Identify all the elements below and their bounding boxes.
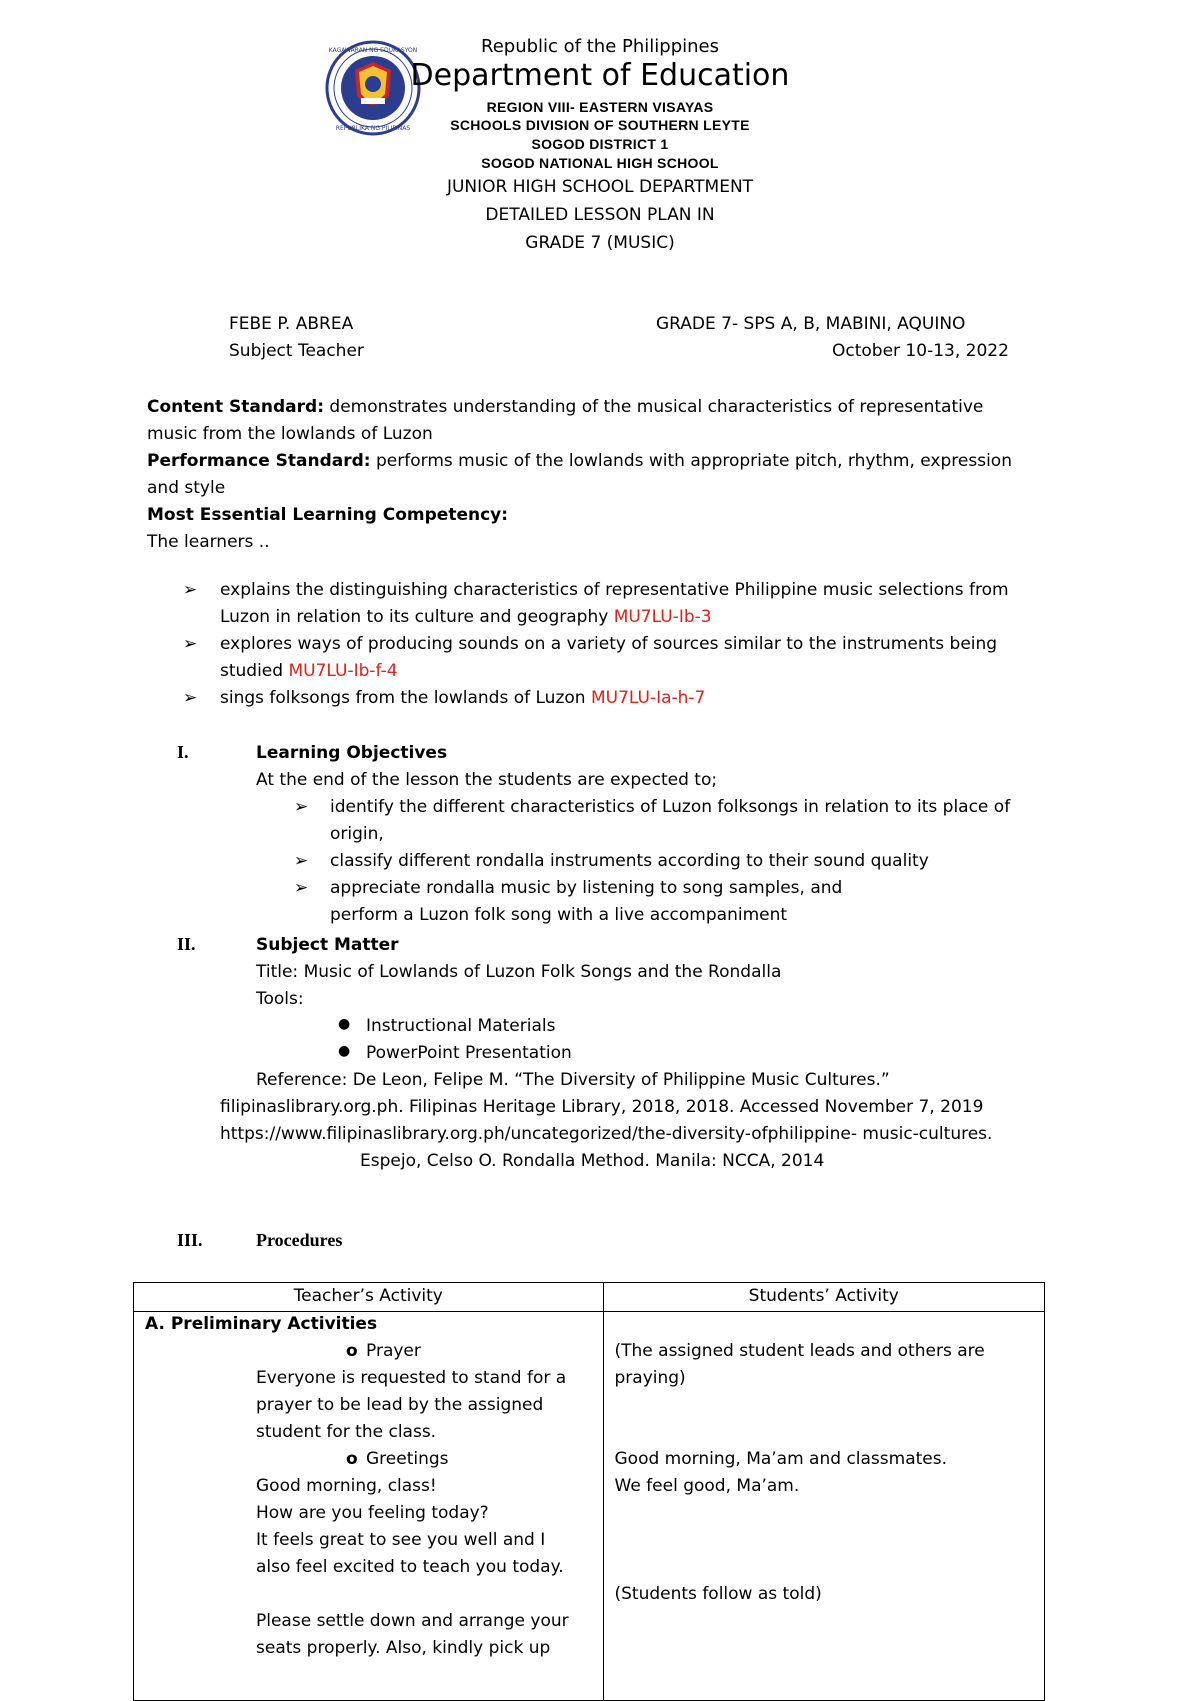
competency-1-line1: explains the distinguishing characteristics of representative Philippine music selections from xyxy=(220,580,1009,600)
greetings-label: Greetings xyxy=(366,1449,449,1469)
performance-standard-cont: and style xyxy=(147,478,226,498)
division-line: SCHOOLS DIVISION OF SOUTHERN LEYTE xyxy=(450,117,750,133)
greetings-students-2: We feel good, Ma’am. xyxy=(614,1476,800,1496)
objective-4: perform a Luzon folk song with a live accompaniment xyxy=(330,905,788,925)
competency-1-line2: Luzon in relation to its culture and geography MU7LU-Ib-3 xyxy=(220,607,712,627)
lesson-date: October 10-13, 2022 xyxy=(832,341,1009,361)
arrow-bullet-icon: ➢ xyxy=(294,878,309,898)
sub-bullet-icon: o xyxy=(346,1449,358,1469)
arrow-bullet-icon: ➢ xyxy=(183,580,198,600)
students-activity-cell xyxy=(603,1312,1045,1701)
bullet-icon: ● xyxy=(338,1016,351,1032)
objective-1: identify the different characteristics of Luzon folksongs in relation to its place of xyxy=(330,797,1011,817)
prayer-students-1: (The assigned student leads and others are xyxy=(614,1341,985,1361)
content-standard-label: Content Standard: xyxy=(147,397,324,417)
sections: GRADE 7- SPS A, B, MABINI, AQUINO xyxy=(656,314,966,334)
col-teacher-header: Teacher’s Activity xyxy=(134,1283,604,1312)
table-header-row xyxy=(134,1283,1045,1312)
department-title: Department of Education xyxy=(410,58,790,93)
arrow-bullet-icon: ➢ xyxy=(183,634,198,654)
objectives-title: Learning Objectives xyxy=(256,743,448,763)
prayer-teacher-3: student for the class. xyxy=(256,1422,437,1442)
district-line: SOGOD DISTRICT 1 xyxy=(531,136,669,152)
reference-line-1: Reference: De Leon, Felipe M. “The Diversity of Philippine Music Cultures.” xyxy=(256,1070,890,1090)
prayer-students-2: praying) xyxy=(614,1368,686,1388)
reference-line-4: Espejo, Celso O. Rondalla Method. Manila: NCCA, 2014 xyxy=(360,1151,825,1171)
svg-text:REPUBLIKA NG PILIPINAS: REPUBLIKA NG PILIPINAS xyxy=(335,125,411,132)
competency-2-line2: studied MU7LU-Ib-f-4 xyxy=(220,661,398,681)
prayer-label: Prayer xyxy=(366,1341,421,1361)
subject-title-line: Title: Music of Lowlands of Luzon Folk Songs and the Rondalla xyxy=(256,962,782,982)
arrow-bullet-icon: ➢ xyxy=(294,851,309,871)
competency-3-code: MU7LU-Ia-h-7 xyxy=(590,688,706,708)
objective-3: appreciate rondalla music by listening to song samples, and xyxy=(330,878,843,898)
grade-line: GRADE 7 (MUSIC) xyxy=(525,233,675,253)
greetings-teacher-4: also feel excited to teach you today. xyxy=(256,1557,564,1577)
competency-1-code: MU7LU-Ib-3 xyxy=(613,607,712,627)
prayer-teacher-1: Everyone is requested to stand for a xyxy=(256,1368,567,1388)
teacher-activity-cell xyxy=(134,1312,604,1701)
content-standard-text: demonstrates understanding of the musical characteristics of representative xyxy=(324,397,984,417)
plan-title: DETAILED LESSON PLAN IN xyxy=(485,205,715,225)
greetings-teacher-2: How are you feeling today? xyxy=(256,1503,489,1523)
col-students-header: Students’ Activity xyxy=(603,1283,1045,1312)
objective-2: classify different rondalla instruments according to their sound quality xyxy=(330,851,929,871)
table-row xyxy=(134,1312,1045,1701)
content-standard xyxy=(147,397,983,417)
performance-standard xyxy=(147,451,1012,471)
competency-2-code: MU7LU-Ib-f-4 xyxy=(288,661,398,681)
reference-line-2: filipinaslibrary.org.ph. Filipinas Heritage Library, 2018, 2018. Accessed November 7, 2019 xyxy=(220,1097,984,1117)
sub-bullet-icon: o xyxy=(346,1341,358,1361)
objective-1-cont: origin, xyxy=(330,824,384,844)
department-line: JUNIOR HIGH SCHOOL DEPARTMENT xyxy=(446,177,754,197)
competency-3-line1: sings folksongs from the lowlands of Luzon MU7LU-Ia-h-7 xyxy=(220,688,706,708)
arrow-bullet-icon: ➢ xyxy=(294,797,309,817)
greetings-teacher-1: Good morning, class! xyxy=(256,1476,437,1496)
arrow-bullet-icon: ➢ xyxy=(183,688,198,708)
objectives-numeral: I. xyxy=(177,742,189,762)
learners-line: The learners .. xyxy=(147,532,270,552)
teacher-role: Subject Teacher xyxy=(229,341,364,361)
tool-1: Instructional Materials xyxy=(366,1016,556,1036)
reference-line-3: https://www.filipinaslibrary.org.ph/uncategorized/the-diversity-ofphilippine- music-cultures. xyxy=(220,1124,993,1144)
region-line: REGION VIII- EASTERN VISAYAS xyxy=(486,99,714,115)
objectives-intro: At the end of the lesson the students are expected to; xyxy=(256,770,718,790)
subject-numeral: II. xyxy=(177,934,196,954)
greetings-students-1: Good morning, Ma’am and classmates. xyxy=(614,1449,948,1469)
section-a-title: A. Preliminary Activities xyxy=(145,1314,378,1334)
prayer-teacher-2: prayer to be lead by the assigned xyxy=(256,1395,544,1415)
tools-label: Tools: xyxy=(256,989,304,1009)
tool-2: PowerPoint Presentation xyxy=(366,1043,572,1063)
subject-title: Subject Matter xyxy=(256,935,399,955)
bullet-icon: ● xyxy=(338,1043,351,1059)
follow-students: (Students follow as told) xyxy=(614,1584,822,1604)
settle-teacher-1: Please settle down and arrange your xyxy=(256,1611,569,1631)
content-standard-cont: music from the lowlands of Luzon xyxy=(147,424,433,444)
republic-line: Republic of the Philippines xyxy=(481,36,719,57)
competency-2-line1: explores ways of producing sounds on a variety of sources similar to the instruments being xyxy=(220,634,998,654)
svg-text:KAGAWARAN NG EDUKASYON: KAGAWARAN NG EDUKASYON xyxy=(328,47,418,54)
procedures-title: Procedures xyxy=(256,1230,343,1250)
procedures-table xyxy=(133,1282,1045,1701)
school-line: SOGOD NATIONAL HIGH SCHOOL xyxy=(481,155,719,171)
teacher-name: FEBE P. ABREA xyxy=(229,314,354,334)
greetings-teacher-3: It feels great to see you well and I xyxy=(256,1530,546,1550)
melc-label: Most Essential Learning Competency: xyxy=(147,505,509,525)
procedures-numeral: III. xyxy=(177,1230,203,1250)
settle-teacher-2: seats properly. Also, kindly pick up xyxy=(256,1638,551,1658)
performance-standard-text: performs music of the lowlands with appropriate pitch, rhythm, expression xyxy=(370,451,1012,471)
performance-standard-label: Performance Standard: xyxy=(147,451,371,471)
